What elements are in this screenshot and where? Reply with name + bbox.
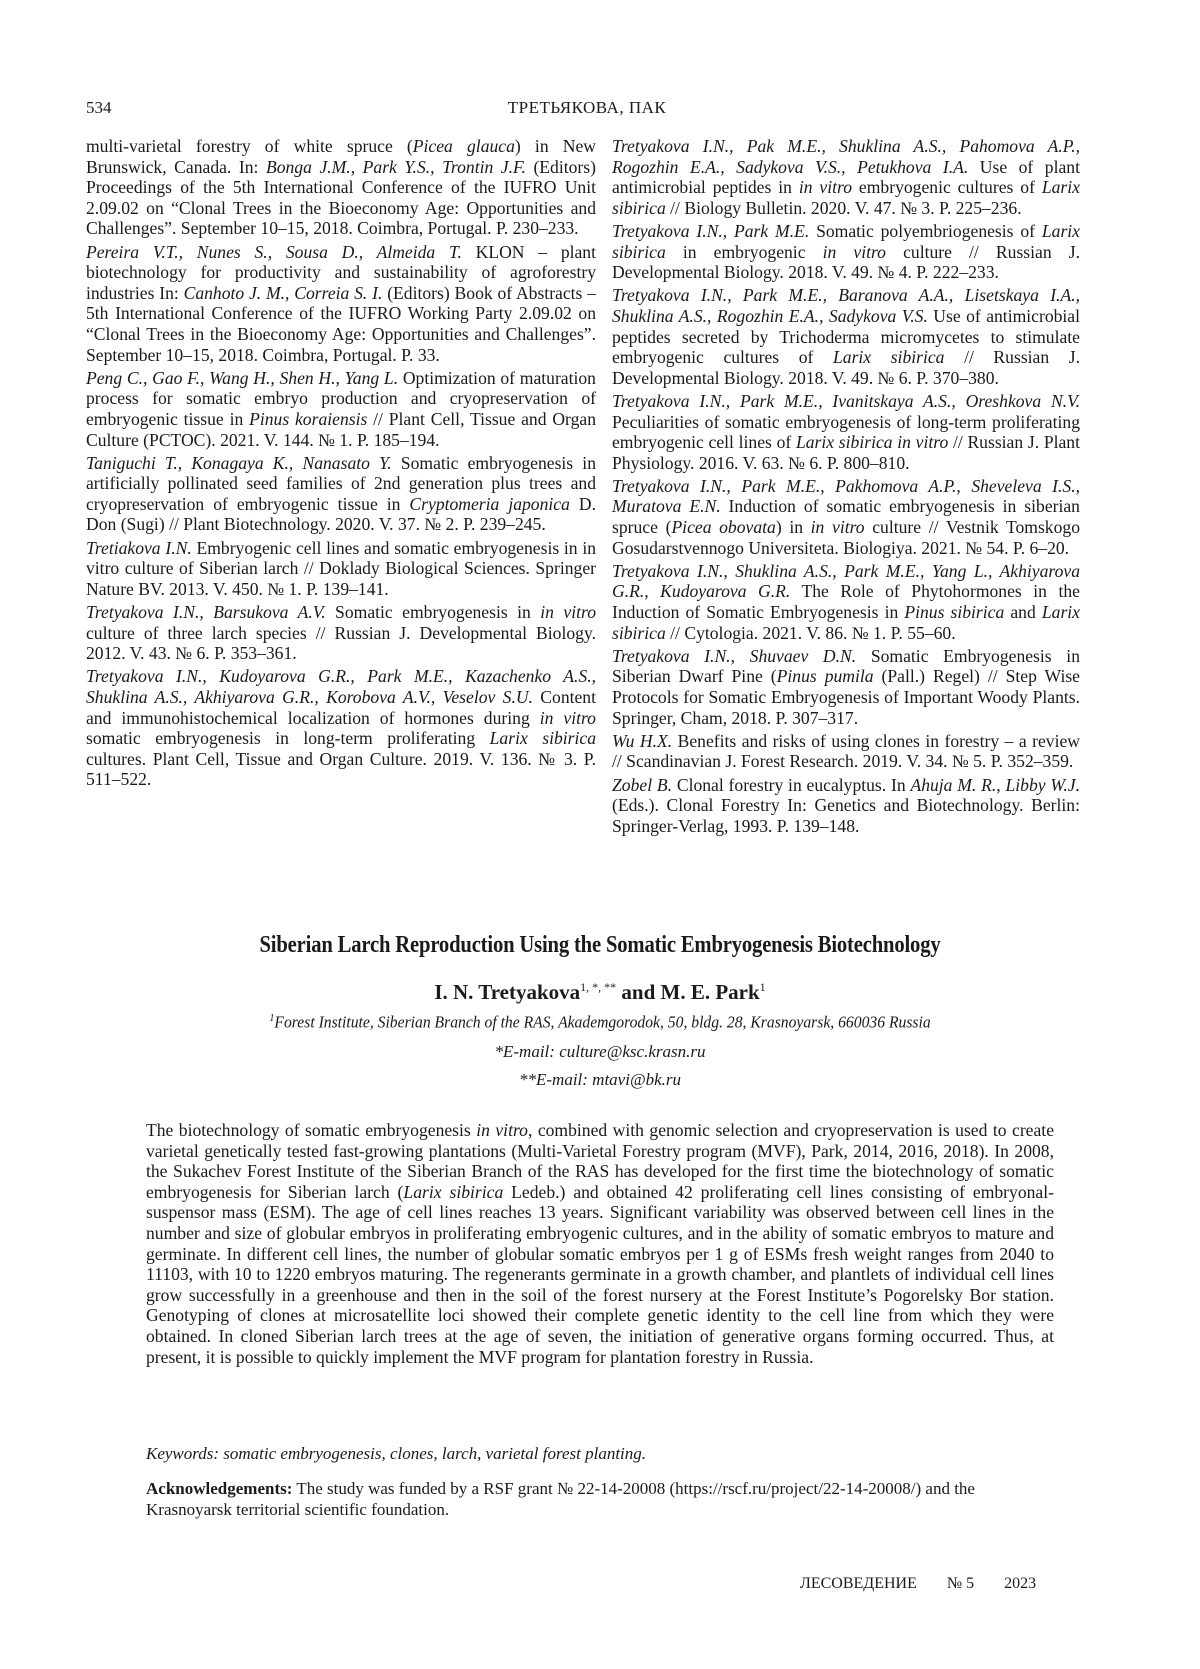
acknowledgements-label: Acknowledgements: bbox=[146, 1479, 293, 1498]
author-superscript: 1 bbox=[759, 980, 766, 994]
reference-entry: Peng C., Gao F., Wang H., Shen H., Yang L. Optimization of maturation process for somatic embryo production and cryopreservation of embryogenic tissue in Pinus koraiensis // Plant Cell, Tissue and Organ Culture (PCTOC). 2021. V. 144. № 1. P. 185–194. bbox=[86, 367, 596, 450]
acknowledgements: Acknowledgements: The study was funded by a RSF grant № 22-14-20008 (https://rscf.ru/project/22-14-20008/) and the Krasnoyarsk territorial scientific foundation. bbox=[146, 1479, 975, 1519]
article-authors: I. N. Tretyakova$^{1, *, **}$ and M. E. Park$^1$ bbox=[434, 980, 766, 1004]
affiliation: $^1$Forest Institute, Siberian Branch of the RAS, Akademgorodok, 50, bldg. 28, Krasnoyarsk, 660036 Russia bbox=[269, 1012, 931, 1032]
author-name: M. E. Park bbox=[660, 980, 760, 1004]
reference-entry: Zobel B. Clonal forestry in eucalyptus. In Ahuja M. R., Libby W.J. (Eds.). Clonal Forestry In: Genetics and Biotechnology. Berlin: Springer-Verlag, 1993. P. 139–148. bbox=[612, 774, 1081, 836]
page-number: 534 bbox=[86, 98, 112, 117]
reference-entry: Tretyakova I.N., Park M.E. Somatic polyembriogenesis of Larix sibirica in embryogenic in vitro culture // Russian J. Developmental Biology. 2018. V. 49. № 4. P. 222–233. bbox=[612, 220, 1080, 283]
email-1: *E-mail: culture@ksc.krasn.ru bbox=[494, 1042, 706, 1061]
reference-entry: Taniguchi T., Konagaya K., Nanasato Y. Somatic embryogenesis in artificially pollinated seed families of 2nd generation plus trees and cryopreservation of embryogenic tissue in Cryptomeria japonica D. Don (Sugi) // Plant Biotechnology. 2020. V. 37. № 2. P. 239–245. bbox=[86, 452, 596, 535]
abstract: The biotechnology of somatic embryogenesis in vitro, combined with genomic selection and cryopreservation is used to create varietal genetically tested fast-growing plantations (Multi-Varietal Forestry program (MVF), Park, 2014, 2016, 2018). In 2008, the Sukachev Forest Institute of the Siberian Branch of the RAS has developed for the first time the biotechnology of somatic embryogenesis for Siberian larch (Larix sibirica Ledeb.) and obtained 42 proliferating cell lines consisting of embryonal-suspensor mass (ESM). The age of cell lines reaches 13 years. Significant variability was observed between cell lines in the number and size of globular embryos in proliferating embryogenic cultures, and in the ability of somatic embryos to mature and germinate. In different cell lines, the number of globular somatic embryos per 1 g of ESMs fresh weight ranges from 2040 to 11103, with 10 to 1220 embryos maturing. The regenerants germinate in a growth chamber, and plantlets of individual cell lines grow successfully in a greenhouse and then in the soil of the forest nursery at the Forest Institute’s Pogorelsky Bor station. Genotyping of clones at microsatellite loci showed their complete genetic identity to the cell line from which they were obtained. In cloned Siberian larch trees at the age of seven, the initiation of generative organs forming occurred. Thus, at present, it is possible to quickly implement the MVF program for plantation forestry in Russia. bbox=[146, 1120, 1054, 1367]
article-title: Siberian Larch Reproduction Using the Somatic Embryogenesis Biotechnology bbox=[259, 932, 941, 958]
reference-entry: Pereira V.T., Nunes S., Sousa D., Almeida T. KLON – plant biotechnology for productivity and sustainability of agroforestry industries In: Canhoto J. M., Correia S. I. (Editors) Book of Abstracts – 5th International Conference of the IUFRO Working Party 2.09.02 on “Clonal Trees in the Bioeconomy Age: Opportunities and Challenges”. September 10–15, 2018. Coimbra, Portugal. P. 33. bbox=[86, 241, 597, 365]
running-title: ТРЕТЬЯКОВА, ПАК bbox=[507, 98, 667, 117]
reference-entry: Tretyakova I.N., Shuklina A.S., Park M.E., Yang L., Akhiyarova G.R., Kudoyarova G.R. The Role of Phytohormones in the Induction of Somatic Embryogenesis in Pinus sibirica and Larix sibirica // Cytologia. 2021. V. 86. № 1. P. 55–60. bbox=[612, 560, 1080, 643]
reference-entry: Tretyakova I.N., Park M.E., Baranova A.A., Lisetskaya I.A., Shuklina A.S., Rogozhin E.A., Sadykova V.S. Use of antimicrobial peptides secreted by Trichoderma micromycetes to stimulate embryogenic cultures of Larix sibirica // Russian J. Developmental Biology. 2018. V. 49. № 6. P. 370–380. bbox=[612, 285, 1081, 388]
reference-entry: Tretyakova I.N., Shuvaev D.N. Somatic Embryogenesis in Siberian Dwarf Pine (Pinus pumila (Pall.) Regel) // Step Wise Protocols for Somatic Embryogenesis of Important Woody Plants. Springer, Cham, 2018. P. 307–317. bbox=[612, 645, 1080, 728]
author-name: I. N. Tretyakova bbox=[434, 980, 581, 1004]
keywords: Keywords: somatic embryogenesis, clones, larch, varietal forest planting. bbox=[146, 1444, 647, 1463]
reference-entry: Tretiakova I.N. Embryogenic cell lines and somatic embryogenesis in in vitro culture of Siberian larch // Doklady Biological Sciences. Springer Nature BV. 2013. V. 450. № 1. P. 139–141. bbox=[86, 537, 597, 599]
journal-name: ЛЕСОВЕДЕНИЕ bbox=[800, 1575, 917, 1592]
reference-entry: Tretyakova I.N., Park M.E., Ivanitskaya A.S., Oreshkova N.V. Peculiarities of somatic embryogenesis of long-term proliferating embryogenic cell lines of Larix sibirica in vitro // Russian J. Plant Physiology. 2016. V. 63. № 6. P. 800–810. bbox=[612, 390, 1080, 473]
running-head bbox=[86, 98, 1088, 122]
references-right-column bbox=[612, 136, 1080, 839]
author-superscript: 1, *, ** bbox=[580, 980, 617, 994]
reference-entry: multi-varietal forestry of white spruce (Picea glauca) in New Brunswick, Canada. In: Bonga J.M., Park Y.S., Trontin J.F. (Editors) Proceedings of the 5th International Conference of the IUFRO Unit 2.09.02 on “Clonal Trees in the Bioeconomy Age: Opportunities and Challenges”. September 10–15, 2018. Coimbra, Portugal. P. 230–233. bbox=[86, 136, 596, 239]
page-footer bbox=[800, 1575, 1090, 1593]
email-2: **E-mail: mtavi@bk.ru bbox=[519, 1070, 681, 1089]
reference-entry: Tretyakova I.N., Kudoyarova G.R., Park M.E., Kazachenko A.S., Shuklina A.S., Akhiyarova G.R., Korobova A.V., Veselov S.U. Content and immunohistochemical localization of hormones during in vitro somatic embryogenesis in long-term proliferating Larix sibirica cultures. Plant Cell, Tissue and Organ Culture. 2019. V. 136. № 3. P. 511–522. bbox=[86, 666, 597, 790]
issue-number: № 5 bbox=[946, 1575, 975, 1592]
reference-entry: Tretyakova I.N., Park M.E., Pakhomova A.P., Sheveleva I.S., Muratova E.N. Induction of somatic embryogenesis in siberian spruce (Picea obovata) in in vitro culture // Vestnik Tomskogo Gosudarstvennogo Universiteta. Biologiya. 2021. № 54. P. 6–20. bbox=[612, 475, 1080, 558]
references-left-column bbox=[86, 136, 596, 793]
reference-entry: Tretyakova I.N., Pak M.E., Shuklina A.S., Pahomova A.P., Rogozhin E.A., Sadykova V.S., Petukhova I.A. Use of plant antimicrobial peptides in in vitro embryogenic cultures of Larix sibirica // Biology Bulletin. 2020. V. 47. № 3. P. 225–236. bbox=[612, 136, 1080, 218]
reference-entry: Wu H.X. Benefits and risks of using clones in forestry – a review // Scandinavian J. Forest Research. 2019. V. 34. № 5. P. 352–359. bbox=[612, 730, 1080, 772]
reference-entry: Tretyakova I.N., Barsukova A.V. Somatic embryogenesis in in vitro culture of three larch species // Russian J. Developmental Biology. 2012. V. 43. № 6. P. 353–361. bbox=[86, 602, 596, 664]
issue-year: 2023 bbox=[1004, 1575, 1037, 1592]
